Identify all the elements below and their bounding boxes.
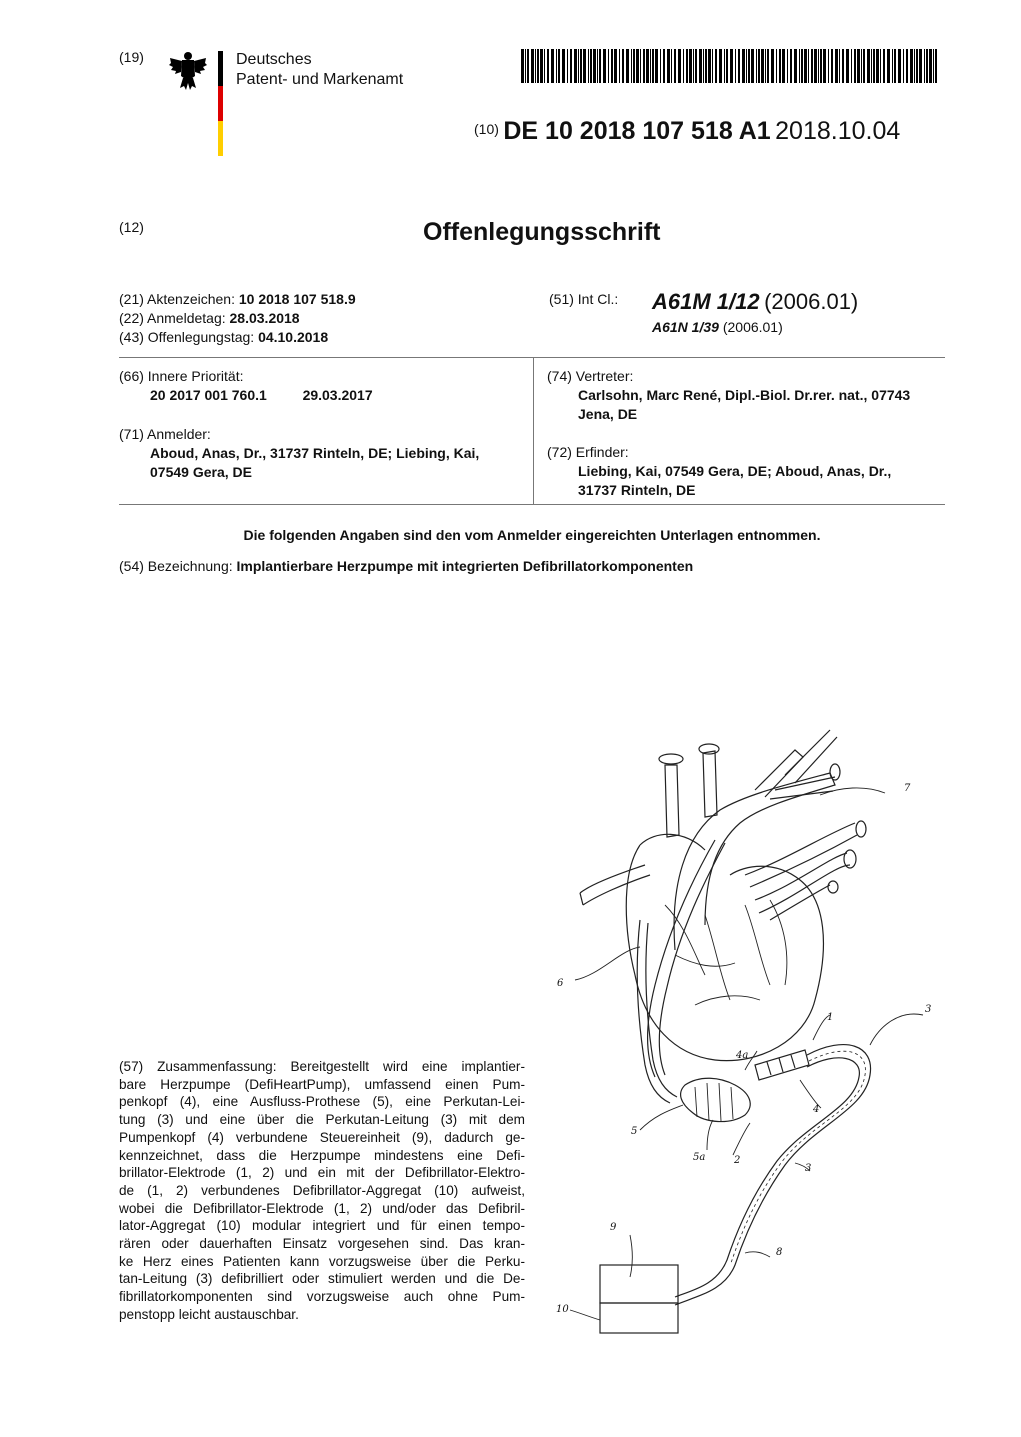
barcode-bar [521, 49, 524, 83]
fig-label-2: 2 [734, 1155, 741, 1166]
barcode-bar [910, 49, 913, 83]
barcode-bar [643, 49, 645, 83]
barcode-bar [626, 49, 629, 83]
inid-10: (10) [474, 121, 499, 137]
title-line [119, 558, 693, 574]
barcode-bar [556, 49, 557, 83]
abstract [119, 1058, 525, 1324]
barcode-bar [873, 49, 875, 83]
office-name-line1: Deutsches [236, 51, 312, 68]
barcode-bar [715, 49, 717, 83]
prioritaet-label: (66) Innere Priorität: [119, 368, 244, 384]
barcode-bar [820, 49, 822, 83]
barcode-bar [914, 49, 915, 83]
int-cl-secondary [652, 319, 783, 335]
barcode-bar [730, 49, 733, 83]
abstract-line: fibrillatorkomponenten sind vorzugsweise auch ohne Pum- [119, 1289, 525, 1305]
barcode-bar [814, 49, 817, 83]
barcode-bar [892, 49, 893, 83]
control-unit [600, 1265, 678, 1303]
barcode-bar [558, 49, 560, 83]
abstract-line: ke Herz eines Patienten kann vorzugsweise über die Perku- [119, 1253, 525, 1269]
barcode-bar [724, 49, 725, 83]
barcode-bar [726, 49, 728, 83]
barcode-bar [851, 49, 852, 83]
fig-label-3-top: 3 [925, 1004, 932, 1015]
barcode-bar [933, 49, 934, 83]
office-name-line2: Patent- und Markenamt [236, 71, 404, 88]
barcode-bar [758, 49, 760, 83]
barcode-bar [567, 49, 568, 83]
applicant-notice: Die folgenden Angaben sind den vom Anmelder eingereichten Unterlagen entnommen. [243, 527, 821, 543]
abstract-line: penkopf (4), eine Ausfluss-Prothese (5), eine Perkutan-Lei- [119, 1094, 525, 1110]
erfinder-label: (72) Erfinder: [547, 444, 629, 460]
barcode-bar [823, 49, 826, 83]
barcode-bar [633, 49, 635, 83]
barcode-bar [547, 49, 549, 83]
barcode-bar [686, 49, 688, 83]
heart-outline [626, 845, 823, 1061]
pump-head [681, 1078, 751, 1121]
abstract-line: lator-Aggregat (10) modular integriert und für einen tempo- [119, 1218, 525, 1234]
vessel-left [665, 765, 679, 837]
fig-label-10: 10 [556, 1304, 569, 1315]
barcode-bar [540, 49, 543, 83]
barcode-bar [839, 49, 840, 83]
barcode-bar [906, 49, 908, 83]
barcode-bar [583, 49, 586, 83]
barcode-bar [828, 49, 829, 83]
barcode-bar [782, 49, 785, 83]
barcode-bar [801, 49, 803, 83]
anmelder-line1: Aboud, Anas, Dr., 31737 Rinteln, DE; Liebing, Kai, [150, 445, 480, 461]
barcode-bar [593, 49, 596, 83]
barcode-bar [811, 49, 813, 83]
inid-19: (19) [119, 49, 144, 65]
barcode-bar [857, 49, 860, 83]
vertreter-line1: Carlsohn, Marc René, Dipl.-Biol. Dr.rer. nat., 07743 [578, 387, 911, 403]
barcode-bar [871, 49, 872, 83]
barcode-bar [622, 49, 624, 83]
anmeldetag-label: (22) Anmeldetag: [119, 310, 226, 326]
barcode-bar [590, 49, 592, 83]
anmelder-label: (71) Anmelder: [119, 426, 211, 442]
fig-label-3-bottom: 3 [805, 1163, 812, 1174]
barcode-bar [695, 49, 697, 83]
offenlegungstag-value: 04.10.2018 [258, 329, 329, 345]
erfinder-line2: 31737 Rinteln, DE [578, 482, 696, 498]
anmelder-block [119, 425, 529, 482]
barcode-bar [767, 49, 769, 83]
barcode-bar [742, 49, 745, 83]
barcode-bar [756, 49, 757, 83]
barcode-bar [663, 49, 665, 83]
barcode-bar [525, 49, 526, 83]
abstract-line: wobei die Defibrillator-Elektrode (1, 2) und/oder das Defibril- [119, 1200, 525, 1216]
barcode-bar [854, 49, 856, 83]
aktenzeichen-label: (21) Aktenzeichen: [119, 291, 235, 307]
publication-number: DE 10 2018 107 518 A1 [503, 117, 771, 145]
publication-date: 2018.10.04 [775, 117, 901, 145]
vessel-mid [703, 751, 717, 817]
barcode-bar [693, 49, 694, 83]
vertreter-label: (74) Vertreter: [547, 368, 634, 384]
barcode-bar [831, 49, 833, 83]
barcode-bar [842, 49, 844, 83]
barcode-bar [588, 49, 589, 83]
defibrillator-unit [600, 1303, 678, 1333]
int-cl-label: (51) Int Cl.: [549, 291, 619, 307]
fig-label-1: 1 [827, 1012, 834, 1023]
barcode-bar [776, 49, 777, 83]
barcode-bar [835, 49, 838, 83]
barcode-bar [808, 49, 809, 83]
barcode-bar [619, 49, 620, 83]
abstract-line: Pumpenkopf (4) verbundene Steuereinheit (9), dadurch ge- [119, 1129, 525, 1145]
barcode-bar [787, 49, 788, 83]
barcode-bar [748, 49, 750, 83]
barcode-bar [790, 49, 792, 83]
barcode-bar [531, 49, 534, 83]
barcode-bar [674, 49, 676, 83]
barcode-bar [924, 49, 925, 83]
barcode-bar [614, 49, 617, 83]
barcode-bar [929, 49, 932, 83]
barcode-bar [898, 49, 901, 83]
barcode-bar [608, 49, 609, 83]
vertreter-block [547, 367, 947, 424]
barcode-bar [537, 49, 539, 83]
int-cl-main-code: A61M 1/12 [652, 289, 760, 314]
barcode-bar [926, 49, 928, 83]
barcode [521, 49, 944, 83]
barcode-bar [719, 49, 722, 83]
barcode-bar [794, 49, 797, 83]
biblio-dates [119, 290, 356, 347]
outflow-graft [648, 840, 716, 1077]
barcode-bar [689, 49, 692, 83]
prioritaet-number: 20 2017 001 760.1 [150, 387, 267, 403]
barcode-bar [935, 49, 937, 83]
barcode-bar [751, 49, 754, 83]
aorta [674, 773, 835, 950]
abstract-line: rären oder dauerhaften Einsatz vorgesehen sind. Das kran- [119, 1236, 525, 1252]
barcode-bar [916, 49, 918, 83]
barcode-bar [570, 49, 572, 83]
abstract-line: (57) Zusammenfassung: Bereitgestellt wird eine implantier- [119, 1059, 525, 1074]
fig-label-9: 9 [610, 1222, 617, 1233]
barcode-bar [646, 49, 649, 83]
barcode-bar [880, 49, 881, 83]
fig-label-8: 8 [776, 1247, 783, 1258]
vertreter-line2: Jena, DE [578, 406, 638, 422]
barcode-bar [580, 49, 582, 83]
barcode-bar [652, 49, 654, 83]
barcode-bar [636, 49, 639, 83]
barcode-bar [799, 49, 800, 83]
barcode-bar [738, 49, 740, 83]
offenlegungstag-label: (43) Offenlegungstag: [119, 329, 255, 345]
divider-top [119, 357, 945, 358]
fig-label-5: 5 [631, 1126, 638, 1137]
title-value: Implantierbare Herzpumpe mit integrierten Defibrillatorkomponenten [236, 558, 694, 574]
erfinder-block [547, 443, 947, 500]
barcode-bar [660, 49, 661, 83]
abstract-line: brillator-Elektrode (1, 2) und ein mit der Defibrillator-Elektro- [119, 1165, 525, 1181]
federal-eagle-icon [168, 50, 208, 92]
barcode-bar [650, 49, 651, 83]
barcode-bar [861, 49, 862, 83]
barcode-bar [671, 49, 672, 83]
abstract-line: bare Herzpumpe (DefiHeartPump), umfassend einen Pum- [119, 1076, 525, 1092]
publication-number-line [474, 117, 900, 146]
flag-stripe-gold [218, 121, 223, 156]
barcode-bar [863, 49, 865, 83]
barcode-bar [551, 49, 554, 83]
barcode-bar [611, 49, 613, 83]
anmeldetag-value: 28.03.2018 [229, 310, 300, 326]
abstract-line: tan-Leitung (3) defibrilliert oder stimuliert werden und die De- [119, 1271, 525, 1287]
flag-stripe-red [218, 86, 223, 121]
title-label: (54) Bezeichnung: [119, 558, 233, 574]
abstract-line: de (1, 2) verbundenes Defibrillator-Aggregat (10) aufweist, [119, 1182, 525, 1198]
abstract-line: tung (3) und eine über die Perkutan-Leitung (3) mit dem [119, 1112, 525, 1128]
barcode-bar [655, 49, 658, 83]
barcode-bar [640, 49, 641, 83]
prioritaet-date: 29.03.2017 [302, 387, 373, 403]
office-name [236, 50, 403, 90]
barcode-bar [846, 49, 849, 83]
barcode-bar [735, 49, 736, 83]
barcode-bar [903, 49, 904, 83]
barcode-bar [574, 49, 577, 83]
fig-label-7: 7 [904, 783, 911, 794]
barcode-bar [705, 49, 707, 83]
divider-vertical [533, 357, 534, 504]
barcode-bar [703, 49, 704, 83]
flag-stripe-black [218, 51, 223, 86]
barcode-bar [544, 49, 545, 83]
barcode-bar [779, 49, 781, 83]
fig-label-4a: 4a [736, 1050, 749, 1061]
barcode-bar [883, 49, 885, 83]
abstract-line: penstopp leicht austauschbar. [119, 1306, 299, 1322]
barcode-bar [765, 49, 766, 83]
barcode-bar [678, 49, 681, 83]
heart-pump-drawing [545, 725, 965, 1350]
barcode-bar [603, 49, 606, 83]
erfinder-line1: Liebing, Kai, 07549 Gera, DE; Aboud, Anas, Dr., [578, 463, 892, 479]
barcode-bar [631, 49, 632, 83]
int-cl-main [652, 289, 858, 315]
fig-label-4: 4 [813, 1104, 820, 1115]
barcode-bar [708, 49, 711, 83]
aktenzeichen-value: 10 2018 107 518.9 [238, 291, 356, 307]
document-type: Offenlegungsschrift [423, 218, 661, 246]
fig-label-6: 6 [557, 978, 564, 989]
barcode-bar [876, 49, 879, 83]
barcode-bar [804, 49, 807, 83]
barcode-bar [771, 49, 774, 83]
fig-label-5a: 5a [693, 1152, 706, 1163]
barcode-bar [887, 49, 890, 83]
anmelder-line2: 07549 Gera, DE [150, 464, 252, 480]
barcode-bar [919, 49, 922, 83]
inid-12: (12) [119, 219, 144, 235]
barcode-bar [761, 49, 764, 83]
barcode-bar [746, 49, 747, 83]
barcode-bar [867, 49, 870, 83]
barcode-bar [597, 49, 598, 83]
int-cl-main-year: (2006.01) [764, 289, 859, 314]
barcode-bar [818, 49, 819, 83]
barcode-bar [562, 49, 565, 83]
prioritaet-block [119, 367, 529, 405]
barcode-bar [699, 49, 702, 83]
barcode-bar [683, 49, 684, 83]
barcode-bar [667, 49, 670, 83]
int-cl-sec-code: A61N 1/39 [652, 319, 719, 335]
divider-bottom [119, 504, 945, 505]
barcode-bar [578, 49, 579, 83]
int-cl-sec-year: (2006.01) [722, 319, 783, 335]
barcode-bar [712, 49, 713, 83]
abstract-line: kennzeichnet, dass die Herzpumpe mindestens eine Defi- [119, 1147, 525, 1163]
barcode-bar [535, 49, 536, 83]
barcode-bar [894, 49, 896, 83]
barcode-bar [527, 49, 529, 83]
barcode-bar [599, 49, 601, 83]
